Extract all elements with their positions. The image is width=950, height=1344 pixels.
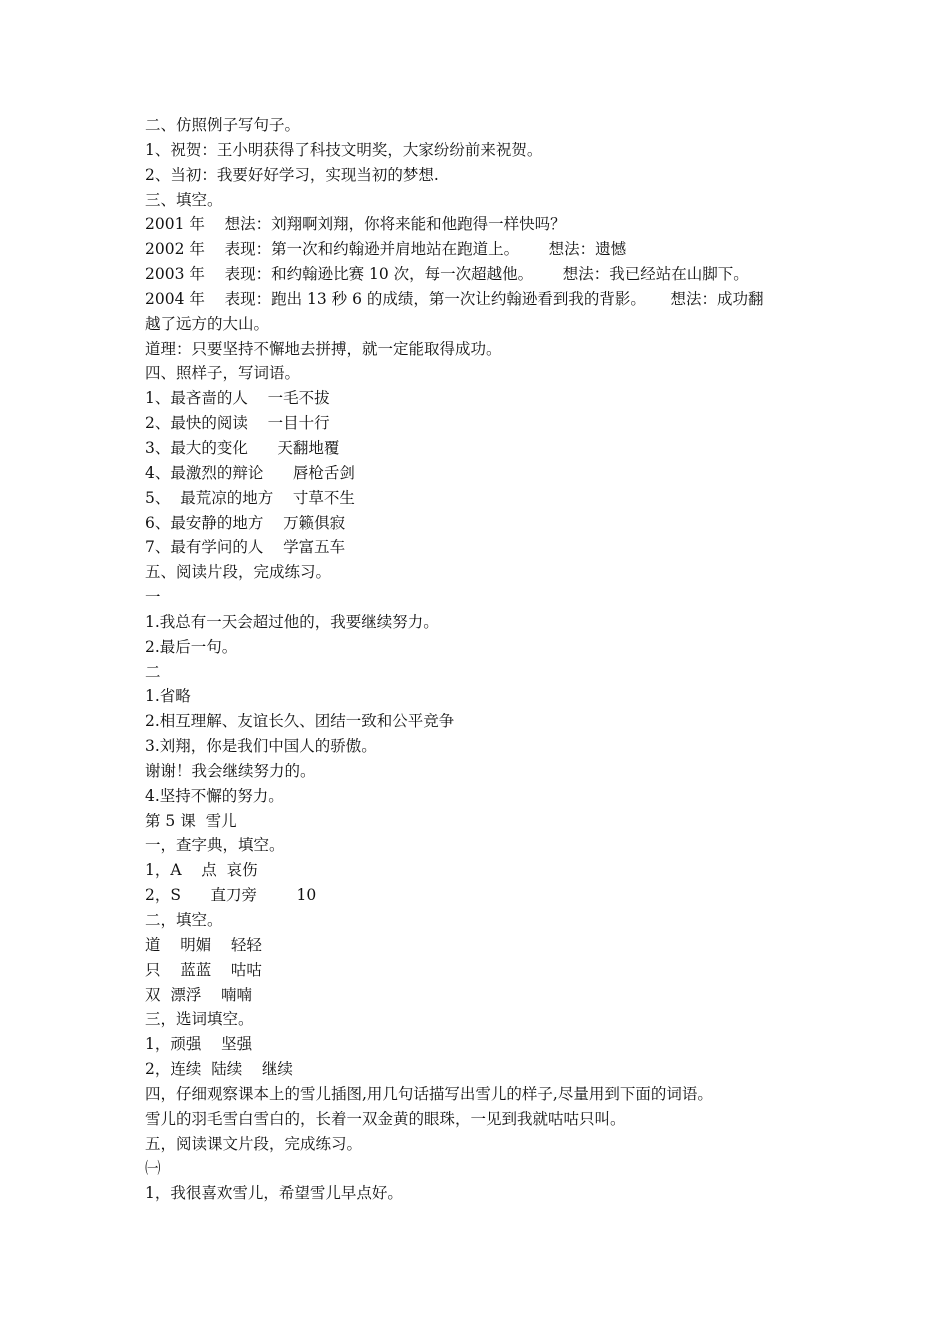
text-line: 2.最后一句。 [145, 637, 238, 656]
text-line: 2002 年 表现：第一次和约翰逊并肩地站在跑道上。 想法：遗憾 [145, 240, 627, 259]
text-line: 2001 年 想法：刘翔啊刘翔，你将来能和他跑得一样快吗？ [145, 215, 566, 234]
section-heading-2: 二、仿照例子写句子。 [145, 116, 301, 134]
text-line: 2.相互理解、友谊长久、团结一致和公平竞争 [145, 712, 455, 731]
text-line: 1.我总有一天会超过他的，我要继续努力。 [145, 612, 439, 631]
text-line: 5、 最荒凉的地方 寸草不生 [145, 488, 355, 507]
text-line: 1.省略 [145, 687, 191, 706]
text-line: 道理：只要坚持不懈地去拼搏，就一定能取得成功。 [145, 339, 502, 358]
text-line: 道 明媚 轻轻 [145, 935, 262, 954]
text-line: 雪儿的羽毛雪白雪白的，长着一双金黄的眼珠，一见到我就咕咕只叫。 [145, 1109, 626, 1128]
text-line: 谢谢！我会继续努力的。 [145, 761, 316, 780]
text-line: 1、最吝啬的人 一毛不拔 [145, 389, 330, 408]
section-heading: 二，填空。 [145, 911, 223, 929]
text-line: 3、最大的变化 天翻地覆 [145, 438, 340, 457]
text-line: 1、祝贺：王小明获得了科技文明奖，大家纷纷前来祝贺。 [145, 140, 543, 159]
text-line: 2、当初：我要好好学习，实现当初的梦想. [145, 165, 439, 184]
subsection-marker: ㈠ [145, 1159, 161, 1178]
text-line: 6、最安静的地方 万籁俱寂 [145, 513, 346, 532]
text-line: 双 漂浮 喃喃 [145, 985, 253, 1004]
text-line: 2003 年 表现：和约翰逊比赛 10 次，每一次超越他。 想法：我已经站在山脚下。 [145, 265, 749, 284]
section-heading: 三，选词填空。 [145, 1010, 254, 1029]
text-line: 4、最激烈的辩论 唇枪舌剑 [145, 463, 355, 482]
subsection-marker: 二 [145, 662, 161, 681]
text-line: 4.坚持不懈的努力。 [145, 786, 284, 805]
text-line: 只 蓝蓝 咕咕 [145, 960, 262, 979]
section-heading-3: 三、填空。 [145, 190, 223, 209]
text-line: 2，连续 陆续 继续 [145, 1060, 293, 1079]
lesson-title: 第 5 课 雪儿 [145, 811, 237, 830]
document-body [145, 113, 825, 1206]
text-line: 2004 年 表现：跑出 13 秒 6 的成绩，第一次让约翰逊看到我的背影。 想法：成功翻 [145, 289, 764, 308]
section-heading: 一，查字典，填空。 [145, 836, 285, 855]
text-line: 2，S 直刀旁 10 [145, 886, 317, 905]
section-heading-4: 四、照样子，写词语。 [145, 364, 301, 383]
text-line: 1，顽强 坚强 [145, 1035, 253, 1054]
text-line: 7、最有学问的人 学富五车 [145, 538, 346, 557]
section-heading: 五，阅读课文片段，完成练习。 [145, 1134, 363, 1153]
section-heading: 四，仔细观察课本上的雪儿插图,用几句话描写出雪儿的样子,尽量用到下面的词语。 [145, 1084, 713, 1103]
text-line: 1，我很喜欢雪儿，希望雪儿早点好。 [145, 1184, 403, 1203]
text-line: 3.刘翔，你是我们中国人的骄傲。 [145, 737, 377, 756]
section-heading-5: 五、阅读片段，完成练习。 [145, 563, 332, 582]
text-line: 2、最快的阅读 一目十行 [145, 414, 330, 433]
subsection-marker: 一 [145, 588, 161, 607]
text-line: 1，A 点 哀伤 [145, 861, 258, 880]
text-line: 越了远方的大山。 [145, 314, 270, 333]
